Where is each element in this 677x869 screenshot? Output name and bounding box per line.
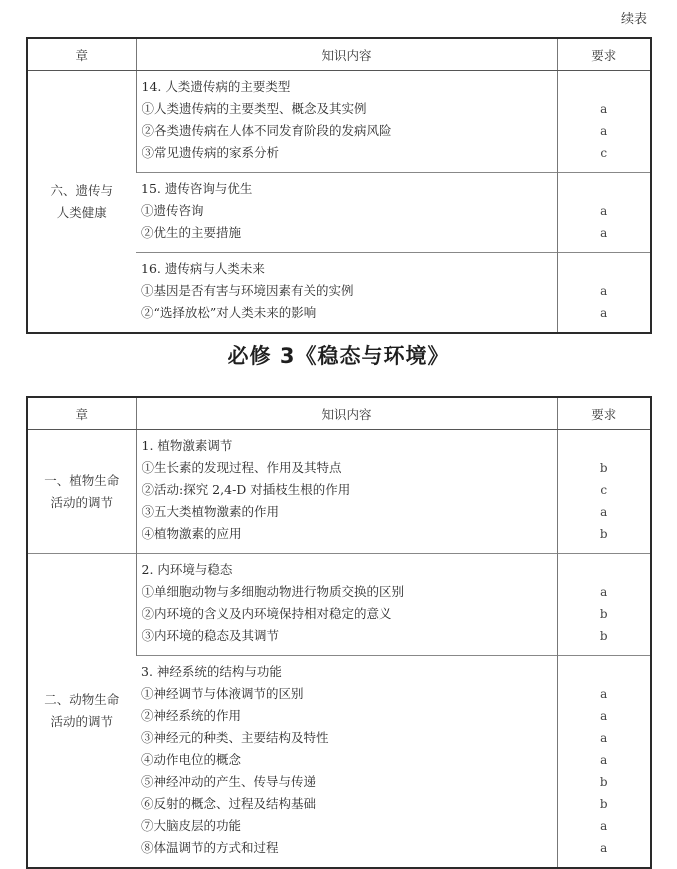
section-heading: 必修 3《稳态与环境》 (227, 344, 450, 368)
knowledge-item: ②各类遗传病在人体不同发育阶段的发病风险 (141, 123, 392, 138)
knowledge-item: ④植物激素的应用 (141, 526, 242, 541)
requirement-level: b (599, 527, 608, 541)
table-row (27, 71, 651, 173)
knowledge-item: ②优生的主要措施 (141, 225, 242, 240)
knowledge-item: ①遗传咨询 (141, 203, 204, 218)
chapter-name-line: 六、遗传与 (50, 182, 113, 198)
requirement-cell (557, 554, 651, 656)
requirement-cell (557, 656, 651, 869)
table-header-row (27, 38, 651, 71)
requirement-level: a (600, 204, 608, 218)
requirement-level: a (600, 819, 608, 833)
chapter-name-line: 人类健康 (56, 204, 107, 220)
chapter-cell (27, 430, 136, 554)
knowledge-item: ⑦大脑皮层的功能 (141, 818, 242, 833)
chapter-name-line: 一、植物生命 (44, 472, 120, 488)
header-requirement: 要求 (557, 38, 651, 71)
requirement-level: a (600, 841, 608, 855)
knowledge-item: ①单细胞动物与多细胞动物进行物质交换的区别 (141, 584, 405, 599)
continued-table-label: 续表 (620, 12, 647, 27)
content-cell (136, 430, 557, 554)
header-requirement: 要求 (557, 397, 651, 430)
requirement-level: b (599, 607, 608, 621)
knowledge-item: ①生长素的发现过程、作用及其特点 (141, 460, 342, 475)
content-cell (136, 656, 557, 869)
knowledge-item: ⑧体温调节的方式和过程 (141, 840, 279, 855)
table-row (27, 430, 651, 554)
requirement-level: a (600, 585, 608, 599)
requirement-cell (557, 173, 651, 253)
knowledge-item: ②活动:探究 2,4-D 对插枝生根的作用 (141, 482, 351, 497)
knowledge-item: ②内环境的含义及内环境保持相对稳定的意义 (141, 606, 392, 621)
knowledge-item: ②神经系统的作用 (141, 708, 242, 723)
requirement-level: a (600, 226, 608, 240)
header-chapter: 章 (27, 397, 136, 430)
knowledge-item: ③常见遗传病的家系分析 (141, 145, 280, 160)
knowledge-item: ①基因是否有害与环境因素有关的实例 (141, 283, 354, 298)
table-row (27, 554, 651, 656)
knowledge-item: ④动作电位的概念 (141, 752, 242, 767)
section-title: 15. 遗传咨询与优生 (141, 181, 253, 196)
requirement-cell (557, 430, 651, 554)
knowledge-item: ③内环境的稳态及其调节 (141, 628, 280, 643)
table-header-row (27, 397, 651, 430)
header-knowledge-content: 知识内容 (136, 397, 557, 430)
requirement-cell (557, 253, 651, 334)
requirement-level: a (600, 102, 608, 116)
knowledge-item: ①神经调节与体液调节的区别 (141, 686, 304, 701)
content-cell (136, 253, 557, 334)
header-knowledge-content: 知识内容 (136, 38, 557, 71)
requirement-level: c (600, 483, 608, 497)
requirement-level: b (599, 775, 608, 789)
knowledge-item: ③五大类植物激素的作用 (141, 504, 280, 519)
content-cell (136, 173, 557, 253)
content-cell (136, 71, 557, 173)
knowledge-item: ③神经元的种类、主要结构及特性 (141, 730, 329, 745)
knowledge-item: ①人类遗传病的主要类型、概念及其实例 (141, 101, 367, 116)
requirement-level: a (600, 505, 608, 519)
chapter-name-line: 二、动物生命 (44, 691, 120, 707)
section-title: 1. 植物激素调节 (141, 438, 233, 453)
requirement-level: b (599, 797, 608, 811)
requirement-level: a (600, 306, 608, 320)
section-title: 16. 遗传病与人类未来 (141, 261, 265, 276)
knowledge-table-homeostasis (26, 396, 652, 869)
knowledge-item: ②“选择放松”对人类未来的影响 (141, 305, 317, 320)
knowledge-item: ⑤神经冲动的产生、传导与传递 (141, 774, 317, 789)
knowledge-table-genetics (26, 37, 652, 334)
content-cell (136, 554, 557, 656)
requirement-level: a (600, 284, 608, 298)
chapter-name-line: 活动的调节 (50, 713, 113, 729)
requirement-level: c (600, 146, 608, 160)
requirement-level: b (599, 629, 608, 643)
header-chapter: 章 (27, 38, 136, 71)
section-title: 14. 人类遗传病的主要类型 (141, 79, 291, 94)
chapter-name-line: 活动的调节 (50, 494, 113, 510)
requirement-level: b (599, 461, 608, 475)
requirement-cell (557, 71, 651, 173)
requirement-level: a (600, 753, 608, 767)
chapter-cell (27, 554, 136, 869)
requirement-level: a (600, 709, 608, 723)
requirement-level: a (600, 731, 608, 745)
knowledge-item: ⑥反射的概念、过程及结构基础 (141, 796, 317, 811)
section-title: 2. 内环境与稳态 (141, 562, 233, 577)
section-title: 3. 神经系统的结构与功能 (141, 664, 282, 679)
requirement-level: a (600, 124, 608, 138)
requirement-level: a (600, 687, 608, 701)
chapter-cell (27, 71, 136, 334)
